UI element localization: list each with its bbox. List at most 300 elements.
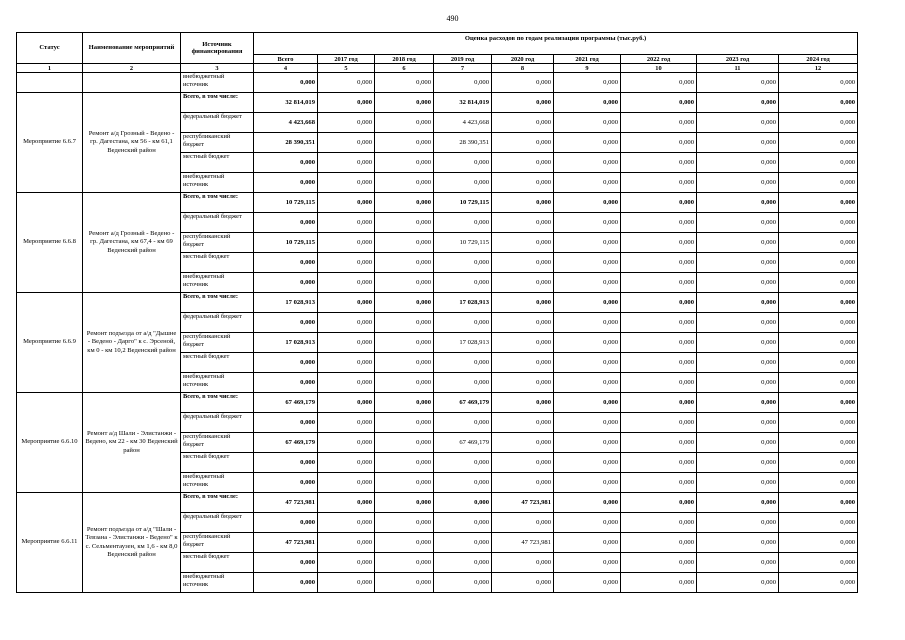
source-cell: Всего, в том числе:	[181, 293, 254, 313]
table-row-total	[17, 293, 858, 313]
value-cell: 0,000	[434, 573, 492, 593]
source-cell: Всего, в том числе:	[181, 193, 254, 213]
value-cell: 10 729,115	[254, 233, 318, 253]
value-cell: 67 469,179	[254, 393, 318, 413]
value-cell: 47 723,981	[254, 533, 318, 553]
value-cell: 0,000	[375, 433, 434, 453]
value-cell: 0,000	[254, 253, 318, 273]
value-cell: 0,000	[254, 513, 318, 533]
value-cell: 0,000	[375, 133, 434, 153]
value-cell: 0,000	[375, 293, 434, 313]
value-cell: 0,000	[621, 173, 697, 193]
value-cell: 0,000	[697, 453, 779, 473]
header-year: 2021 год	[554, 55, 621, 64]
value-cell: 0,000	[254, 353, 318, 373]
value-cell: 0,000	[779, 213, 858, 233]
status-cell: Мероприятие 6.6.9	[17, 293, 83, 393]
value-cell: 0,000	[318, 133, 375, 153]
value-cell: 0,000	[779, 193, 858, 213]
value-cell: 0,000	[375, 153, 434, 173]
source-cell: внебюджетный источник	[181, 373, 254, 393]
source-cell: внебюджетный источник	[181, 173, 254, 193]
source-cell: федеральный бюджет	[181, 113, 254, 133]
value-cell: 0,000	[554, 113, 621, 133]
source-cell: республиканский бюджет	[181, 233, 254, 253]
value-cell: 0,000	[779, 413, 858, 433]
value-cell: 0,000	[779, 73, 858, 93]
value-cell: 0,000	[318, 553, 375, 573]
column-number: 8	[492, 64, 554, 73]
source-cell: местный бюджет	[181, 153, 254, 173]
page-number: 490	[446, 14, 459, 23]
value-cell: 17 028,913	[434, 333, 492, 353]
value-cell: 0,000	[375, 313, 434, 333]
value-cell: 0,000	[254, 373, 318, 393]
value-cell: 0,000	[554, 273, 621, 293]
value-cell: 0,000	[434, 493, 492, 513]
value-cell: 0,000	[375, 233, 434, 253]
column-number: 6	[375, 64, 434, 73]
value-cell: 0,000	[697, 533, 779, 553]
status-cell: Мероприятие 6.6.11	[17, 493, 83, 593]
value-cell: 0,000	[621, 493, 697, 513]
value-cell: 0,000	[697, 573, 779, 593]
table-row-total	[17, 493, 858, 513]
value-cell: 0,000	[318, 193, 375, 213]
value-cell: 0,000	[492, 433, 554, 453]
value-cell: 28 390,351	[434, 133, 492, 153]
value-cell: 0,000	[697, 313, 779, 333]
column-number: 9	[554, 64, 621, 73]
value-cell: 0,000	[697, 293, 779, 313]
value-cell: 0,000	[492, 313, 554, 333]
value-cell: 0,000	[554, 313, 621, 333]
header-status: Статус	[17, 33, 83, 64]
status-cell: Мероприятие 6.6.7	[17, 93, 83, 193]
value-cell: 0,000	[492, 193, 554, 213]
value-cell: 0,000	[492, 453, 554, 473]
value-cell: 0,000	[318, 453, 375, 473]
source-cell: федеральный бюджет	[181, 213, 254, 233]
source-cell: внебюджетный источник	[181, 573, 254, 593]
value-cell: 0,000	[779, 313, 858, 333]
value-cell: 0,000	[492, 373, 554, 393]
value-cell: 0,000	[621, 73, 697, 93]
value-cell: 0,000	[375, 333, 434, 353]
value-cell: 0,000	[697, 133, 779, 153]
value-cell: 0,000	[697, 173, 779, 193]
value-cell: 0,000	[375, 253, 434, 273]
value-cell: 0,000	[621, 433, 697, 453]
value-cell: 17 028,913	[434, 293, 492, 313]
value-cell: 0,000	[697, 273, 779, 293]
value-cell: 0,000	[318, 153, 375, 173]
value-cell: 0,000	[554, 333, 621, 353]
value-cell: 0,000	[697, 473, 779, 493]
value-cell: 0,000	[779, 273, 858, 293]
header-year: 2019 год	[434, 55, 492, 64]
source-cell: местный бюджет	[181, 453, 254, 473]
value-cell: 0,000	[375, 213, 434, 233]
value-cell: 0,000	[697, 153, 779, 173]
value-cell: 0,000	[254, 213, 318, 233]
value-cell: 0,000	[621, 253, 697, 273]
value-cell: 0,000	[318, 473, 375, 493]
value-cell: 0,000	[375, 533, 434, 553]
value-cell: 0,000	[554, 453, 621, 473]
value-cell: 0,000	[554, 493, 621, 513]
value-cell: 0,000	[434, 253, 492, 273]
source-cell: внебюджетный источник	[181, 73, 254, 93]
table-row	[17, 73, 858, 93]
value-cell: 0,000	[434, 513, 492, 533]
value-cell: 0,000	[375, 493, 434, 513]
source-cell: внебюджетный источник	[181, 273, 254, 293]
name-cell: Ремонт а/д Шали - Элистанжи - Ведено, км 22 - км 30 Веденский район	[83, 393, 181, 493]
value-cell: 0,000	[434, 273, 492, 293]
value-cell: 0,000	[779, 253, 858, 273]
value-cell: 0,000	[779, 153, 858, 173]
source-cell: федеральный бюджет	[181, 513, 254, 533]
value-cell: 0,000	[434, 313, 492, 333]
column-number: 12	[779, 64, 858, 73]
value-cell: 0,000	[318, 433, 375, 453]
value-cell: 0,000	[621, 233, 697, 253]
value-cell: 0,000	[697, 233, 779, 253]
value-cell: 0,000	[621, 193, 697, 213]
header-source: Источник финансирования	[181, 33, 254, 64]
value-cell: 0,000	[554, 353, 621, 373]
table-row-total	[17, 393, 858, 413]
value-cell: 0,000	[621, 313, 697, 333]
value-cell: 0,000	[375, 393, 434, 413]
value-cell: 0,000	[375, 353, 434, 373]
value-cell: 0,000	[554, 293, 621, 313]
name-cell	[83, 73, 181, 93]
value-cell: 0,000	[318, 93, 375, 113]
value-cell: 0,000	[621, 393, 697, 413]
value-cell: 0,000	[375, 73, 434, 93]
value-cell: 0,000	[554, 233, 621, 253]
value-cell: 0,000	[779, 333, 858, 353]
value-cell: 0,000	[375, 273, 434, 293]
value-cell: 67 469,179	[254, 433, 318, 453]
value-cell: 0,000	[697, 413, 779, 433]
value-cell: 0,000	[492, 253, 554, 273]
column-number: 4	[254, 64, 318, 73]
value-cell: 0,000	[779, 573, 858, 593]
value-cell: 0,000	[318, 253, 375, 273]
name-cell: Ремонт подъезда от а/д "Дышне - Ведено - Дарго" к с. Эрсеной, км 0 - км 10,2 Веденский район	[83, 293, 181, 393]
value-cell: 0,000	[697, 213, 779, 233]
value-cell: 0,000	[554, 513, 621, 533]
value-cell: 0,000	[621, 553, 697, 573]
value-cell: 0,000	[697, 513, 779, 533]
value-cell: 0,000	[779, 353, 858, 373]
value-cell: 0,000	[779, 93, 858, 113]
value-cell: 0,000	[375, 193, 434, 213]
source-cell: Всего, в том числе:	[181, 93, 254, 113]
value-cell: 0,000	[318, 353, 375, 373]
value-cell: 0,000	[318, 73, 375, 93]
value-cell: 0,000	[492, 413, 554, 433]
value-cell: 0,000	[254, 73, 318, 93]
value-cell: 0,000	[318, 273, 375, 293]
value-cell: 0,000	[697, 193, 779, 213]
value-cell: 67 469,179	[434, 433, 492, 453]
value-cell: 0,000	[554, 213, 621, 233]
value-cell: 0,000	[492, 293, 554, 313]
value-cell: 0,000	[318, 293, 375, 313]
value-cell: 0,000	[554, 193, 621, 213]
value-cell: 0,000	[554, 173, 621, 193]
value-cell: 0,000	[621, 93, 697, 113]
value-cell: 0,000	[697, 493, 779, 513]
header-year: 2020 год	[492, 55, 554, 64]
value-cell: 0,000	[492, 173, 554, 193]
header-year: 2018 год	[375, 55, 434, 64]
header-year: 2022 год	[621, 55, 697, 64]
value-cell: 0,000	[375, 453, 434, 473]
value-cell: 0,000	[492, 273, 554, 293]
budget-table	[16, 32, 858, 593]
value-cell: 0,000	[492, 113, 554, 133]
value-cell: 67 469,179	[434, 393, 492, 413]
value-cell: 0,000	[318, 173, 375, 193]
value-cell: 0,000	[375, 373, 434, 393]
value-cell: 0,000	[434, 73, 492, 93]
value-cell: 0,000	[697, 73, 779, 93]
value-cell: 0,000	[554, 533, 621, 553]
value-cell: 0,000	[318, 113, 375, 133]
value-cell: 0,000	[697, 553, 779, 573]
value-cell: 0,000	[318, 513, 375, 533]
source-cell: республиканский бюджет	[181, 133, 254, 153]
value-cell: 0,000	[492, 553, 554, 573]
value-cell: 0,000	[254, 413, 318, 433]
value-cell: 0,000	[697, 353, 779, 373]
value-cell: 0,000	[254, 573, 318, 593]
header-row	[17, 33, 858, 55]
value-cell: 0,000	[554, 93, 621, 113]
value-cell: 0,000	[554, 153, 621, 173]
value-cell: 0,000	[697, 113, 779, 133]
value-cell: 0,000	[318, 413, 375, 433]
value-cell: 0,000	[554, 413, 621, 433]
value-cell: 0,000	[318, 313, 375, 333]
value-cell: 0,000	[492, 93, 554, 113]
value-cell: 10 729,115	[434, 193, 492, 213]
value-cell: 0,000	[492, 133, 554, 153]
value-cell: 0,000	[554, 253, 621, 273]
value-cell: 0,000	[621, 133, 697, 153]
source-cell: федеральный бюджет	[181, 313, 254, 333]
value-cell: 0,000	[697, 93, 779, 113]
value-cell: 0,000	[318, 393, 375, 413]
value-cell: 0,000	[697, 333, 779, 353]
value-cell: 0,000	[554, 133, 621, 153]
value-cell: 17 028,913	[254, 333, 318, 353]
value-cell: 0,000	[554, 373, 621, 393]
value-cell: 0,000	[621, 213, 697, 233]
value-cell: 0,000	[492, 473, 554, 493]
header-year: Всего	[254, 55, 318, 64]
value-cell: 0,000	[318, 493, 375, 513]
source-cell: республиканский бюджет	[181, 333, 254, 353]
value-cell: 0,000	[621, 333, 697, 353]
value-cell: 32 814,019	[254, 93, 318, 113]
value-cell: 0,000	[375, 113, 434, 133]
value-cell: 0,000	[621, 533, 697, 553]
value-cell: 10 729,115	[434, 233, 492, 253]
column-number: 1	[17, 64, 83, 73]
column-numbers-row	[17, 64, 858, 73]
value-cell: 0,000	[375, 413, 434, 433]
value-cell: 0,000	[492, 153, 554, 173]
value-cell: 0,000	[779, 433, 858, 453]
value-cell: 0,000	[254, 553, 318, 573]
source-cell: республиканский бюджет	[181, 533, 254, 553]
value-cell: 0,000	[621, 453, 697, 473]
status-cell: Мероприятие 6.6.8	[17, 193, 83, 293]
value-cell: 0,000	[492, 573, 554, 593]
value-cell: 0,000	[779, 133, 858, 153]
value-cell: 0,000	[434, 553, 492, 573]
value-cell: 0,000	[779, 453, 858, 473]
value-cell: 0,000	[434, 473, 492, 493]
value-cell: 0,000	[621, 273, 697, 293]
value-cell: 0,000	[434, 373, 492, 393]
value-cell: 0,000	[779, 513, 858, 533]
value-cell: 0,000	[318, 373, 375, 393]
value-cell: 0,000	[375, 93, 434, 113]
column-number: 10	[621, 64, 697, 73]
value-cell: 0,000	[375, 513, 434, 533]
header-name: Наименование мероприятий	[83, 33, 181, 64]
value-cell: 0,000	[375, 473, 434, 493]
value-cell: 0,000	[318, 533, 375, 553]
value-cell: 0,000	[254, 473, 318, 493]
value-cell: 0,000	[779, 553, 858, 573]
value-cell: 4 423,668	[434, 113, 492, 133]
name-cell: Ремонт подъезда от а/д "Шали - Тевзана - Элистанжи - Ведено" к с. Сельментаузен, км 1,6 - км 8,0 Веденский район	[83, 493, 181, 593]
value-cell: 0,000	[254, 173, 318, 193]
value-cell: 0,000	[779, 173, 858, 193]
value-cell: 0,000	[318, 213, 375, 233]
value-cell: 0,000	[779, 233, 858, 253]
value-cell: 0,000	[254, 313, 318, 333]
value-cell: 0,000	[492, 513, 554, 533]
value-cell: 0,000	[254, 453, 318, 473]
value-cell: 0,000	[779, 393, 858, 413]
source-cell: местный бюджет	[181, 253, 254, 273]
source-cell: Всего, в том числе:	[181, 493, 254, 513]
table-row-total	[17, 193, 858, 213]
column-number: 2	[83, 64, 181, 73]
status-cell: Мероприятие 6.6.10	[17, 393, 83, 493]
value-cell: 47 723,981	[254, 493, 318, 513]
value-cell: 32 814,019	[434, 93, 492, 113]
column-number: 5	[318, 64, 375, 73]
value-cell: 0,000	[779, 113, 858, 133]
value-cell: 0,000	[375, 173, 434, 193]
source-cell: федеральный бюджет	[181, 413, 254, 433]
value-cell: 0,000	[434, 353, 492, 373]
value-cell: 0,000	[554, 433, 621, 453]
column-number: 3	[181, 64, 254, 73]
value-cell: 0,000	[554, 393, 621, 413]
value-cell: 0,000	[375, 573, 434, 593]
value-cell: 0,000	[434, 413, 492, 433]
column-number: 7	[434, 64, 492, 73]
source-cell: внебюджетный источник	[181, 473, 254, 493]
value-cell: 0,000	[492, 393, 554, 413]
value-cell: 0,000	[621, 413, 697, 433]
value-cell: 0,000	[621, 353, 697, 373]
value-cell: 28 390,351	[254, 133, 318, 153]
value-cell: 0,000	[492, 233, 554, 253]
name-cell: Ремонт а/д Грозный - Ведено - гр. Дагестана, км 67,4 - км 69 Веденский район	[83, 193, 181, 293]
value-cell: 0,000	[492, 353, 554, 373]
header-estimate: Оценка расходов по годам реализации программы (тыс.руб.)	[254, 33, 858, 55]
value-cell: 0,000	[621, 113, 697, 133]
header-year: 2023 год	[697, 55, 779, 64]
value-cell: 0,000	[621, 153, 697, 173]
value-cell: 0,000	[697, 253, 779, 273]
value-cell: 0,000	[621, 293, 697, 313]
source-cell: Всего, в том числе:	[181, 393, 254, 413]
value-cell: 17 028,913	[254, 293, 318, 313]
value-cell: 0,000	[697, 433, 779, 453]
value-cell: 0,000	[779, 533, 858, 553]
value-cell: 0,000	[492, 213, 554, 233]
value-cell: 0,000	[254, 153, 318, 173]
value-cell: 0,000	[434, 153, 492, 173]
value-cell: 0,000	[554, 573, 621, 593]
value-cell: 0,000	[697, 373, 779, 393]
value-cell: 0,000	[434, 213, 492, 233]
value-cell: 0,000	[434, 533, 492, 553]
value-cell: 0,000	[697, 393, 779, 413]
value-cell: 0,000	[554, 73, 621, 93]
value-cell: 0,000	[779, 293, 858, 313]
value-cell: 0,000	[492, 73, 554, 93]
column-number: 11	[697, 64, 779, 73]
value-cell: 0,000	[254, 273, 318, 293]
value-cell: 0,000	[779, 373, 858, 393]
source-cell: местный бюджет	[181, 353, 254, 373]
name-cell: Ремонт а/д Грозный - Ведено - гр. Дагестана, км 56 - км 61,1 Веденский район	[83, 93, 181, 193]
value-cell: 0,000	[492, 333, 554, 353]
value-cell: 0,000	[318, 333, 375, 353]
value-cell: 0,000	[779, 493, 858, 513]
status-cell	[17, 73, 83, 93]
table-body	[17, 73, 858, 593]
value-cell: 47 723,981	[492, 493, 554, 513]
value-cell: 0,000	[621, 573, 697, 593]
value-cell: 0,000	[434, 173, 492, 193]
value-cell: 0,000	[318, 573, 375, 593]
table-row-total	[17, 93, 858, 113]
value-cell: 0,000	[318, 233, 375, 253]
value-cell: 0,000	[434, 453, 492, 473]
value-cell: 0,000	[779, 473, 858, 493]
value-cell: 47 723,981	[492, 533, 554, 553]
value-cell: 0,000	[554, 553, 621, 573]
value-cell: 4 423,668	[254, 113, 318, 133]
header-year: 2024 год	[779, 55, 858, 64]
header-year: 2017 год	[318, 55, 375, 64]
